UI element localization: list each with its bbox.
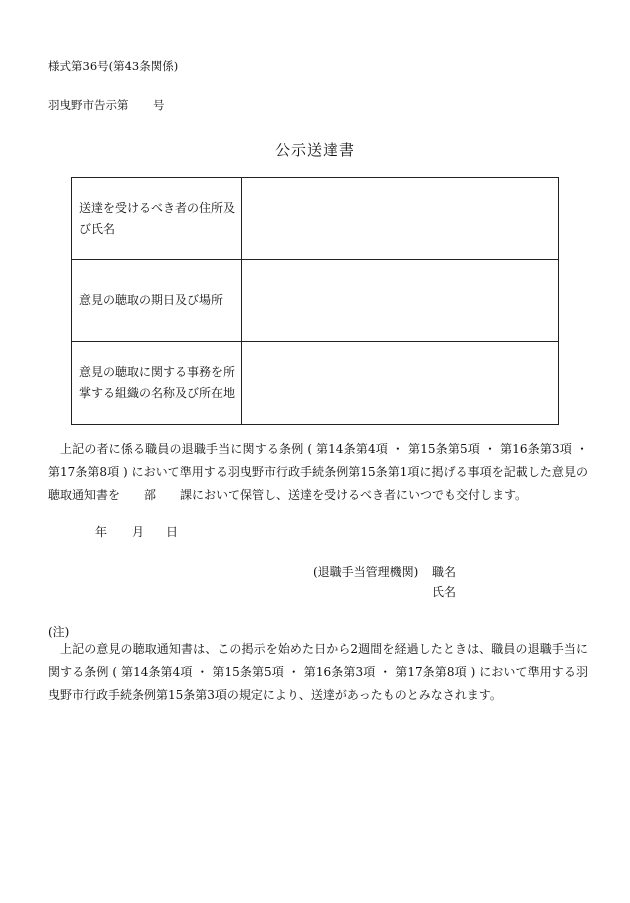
row-value-recipient [242, 178, 559, 260]
sender-title-label: 職名 [432, 565, 457, 579]
notice-number-label: 羽曳野市告示第 [48, 98, 129, 112]
row-label-organization: 意見の聴取に関する事務を所掌する組織の名称及び所在地 [72, 342, 242, 425]
note-label: (注) [48, 625, 70, 639]
sender-organization: (退職手当管理機関) [313, 565, 419, 579]
sender-name-label: 氏名 [432, 585, 457, 599]
note-text: 上記の意見の聴取通知書は、この掲示を始めた日から2週間を経過したときは、職員の退職手当に関する条例 ( 第14条第4項 ・ 第15条第5項 ・ 第16条第3項 ・ 第17条第8項 ) において準用する羽曳野市行政手続条例第15条第3項の規定により、送達があったものとみなされます。 [48, 642, 588, 702]
main-paragraph: 上記の者に係る職員の退職手当に関する条例 ( 第14条第4項 ・ 第15条第5項 ・ 第16条第3項 ・ 第17条第8項 ) において準用する羽曳野市行政手続条例第15条第1項に掲げる事項を記載した意見の聴取通知書を 部 課において保管し、送達を受けるべき者にいつでも交付します。 [48, 442, 588, 502]
date-day: 日 [166, 525, 179, 539]
row-label-hearing-date-place: 意見の聴取の期日及び場所 [72, 260, 242, 342]
notice-number-suffix: 号 [153, 98, 165, 112]
date-year: 年 [95, 525, 108, 539]
table-row [72, 342, 559, 425]
form-number: 様式第36号(第43条関係) [48, 59, 179, 73]
document-title: 公示送達書 [274, 141, 355, 159]
date-month: 月 [132, 525, 145, 539]
info-table [71, 177, 559, 425]
table-row [72, 260, 559, 342]
row-label-recipient: 送達を受けるべき者の住所及び氏名 [72, 178, 242, 260]
row-value-organization [242, 342, 559, 425]
row-value-hearing-date-place [242, 260, 559, 342]
table-row [72, 178, 559, 260]
